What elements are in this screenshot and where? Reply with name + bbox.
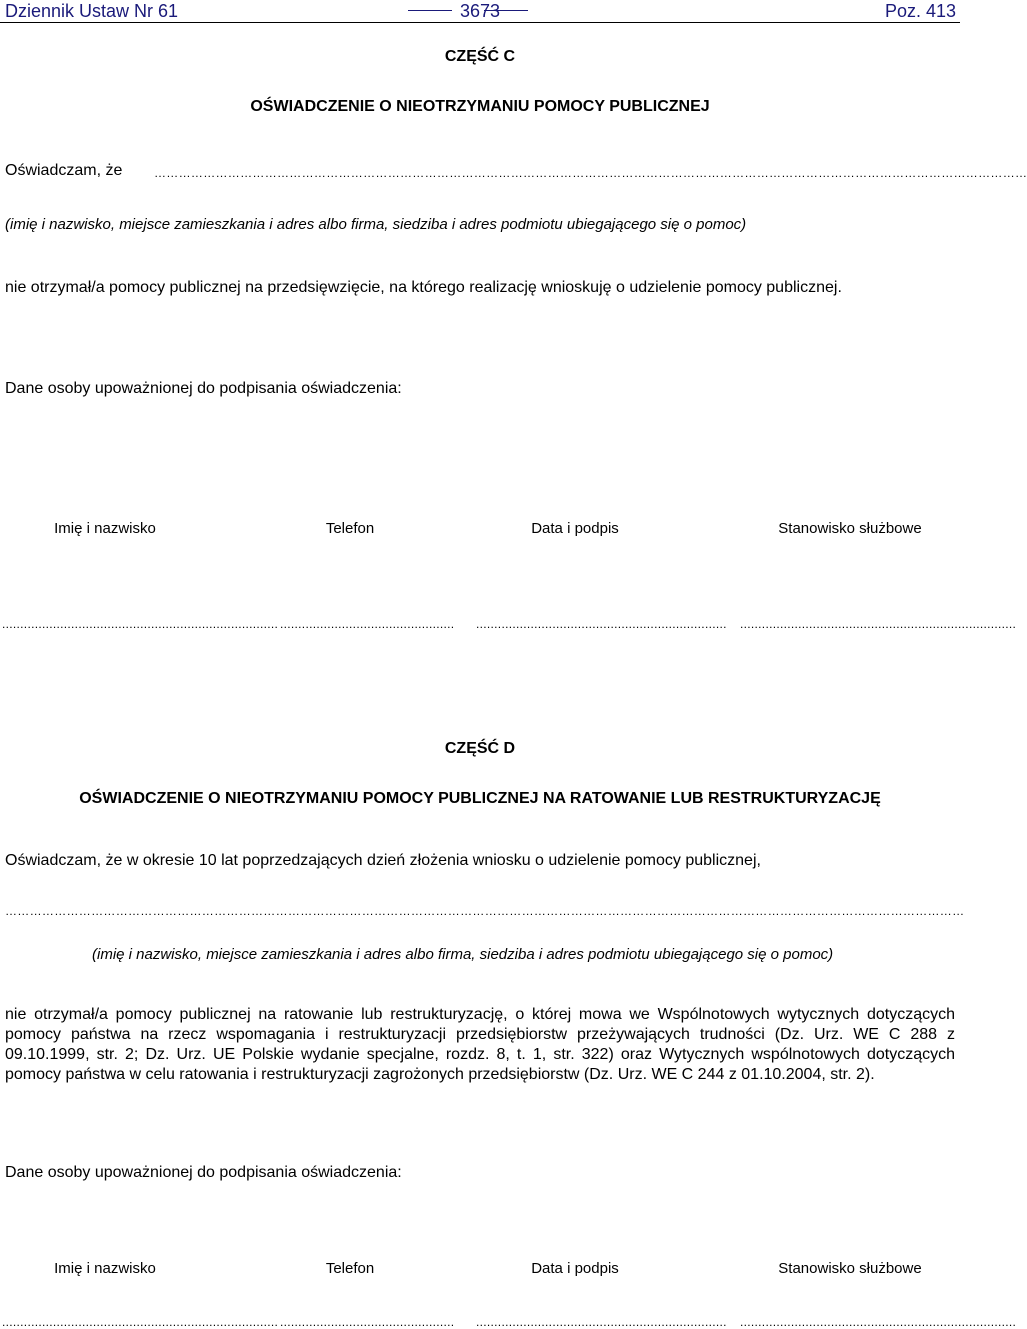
part-c-statement-prefix: Oświadczam, że: [5, 162, 123, 179]
part-d-sig-line-phone: ................................................: [280, 1315, 455, 1329]
part-c-title: CZĘŚĆ C: [444, 48, 516, 65]
sig-col-position: Stanowisko służbowe: [778, 520, 922, 537]
journal-title: Dziennik Ustaw Nr 61: [5, 1, 179, 21]
part-c-fill-line: ……………………………………………………………………………………………………………………………………………………………………………………………: [154, 166, 1027, 180]
sig-col-phone: Telefon: [325, 1260, 375, 1277]
position-number: Poz. 413: [884, 1, 956, 21]
part-c-sig-line-phone: ................................................: [280, 617, 455, 631]
part-d-sig-line-date: .....................................................................: [476, 1315, 727, 1329]
sig-col-date-signature: Data i podpis: [531, 520, 619, 537]
part-d-subtitle: OŚWIADCZENIE O NIEOTRZYMANIU POMOCY PUBLICZNEJ NA RATOWANIE LUB RESTRUKTURYZACJĘ: [79, 790, 881, 807]
header-dash-right: [484, 10, 528, 11]
part-c-subtitle: OŚWIADCZENIE O NIEOTRZYMANIU POMOCY PUBLICZNEJ: [250, 98, 710, 115]
part-d-title: CZĘŚĆ D: [444, 740, 516, 757]
part-d-fill-line: ………………………………………………………………………………………………………………………………………………………………………………………………………………: [5, 904, 965, 918]
part-c-placeholder-hint: (imię i nazwisko, miejsce zamieszkania i adres albo firma, siedziba i adres podmiotu ubiegającego się o pomoc): [5, 216, 747, 233]
sig-col-position: Stanowisko służbowe: [778, 1260, 922, 1277]
sig-col-name: Imię i nazwisko: [54, 520, 156, 537]
part-c-signatory-label: Dane osoby upoważnionej do podpisania oświadczenia:: [5, 380, 402, 397]
part-d-signatory-label: Dane osoby upoważnionej do podpisania oświadczenia:: [5, 1164, 402, 1181]
page-number: 3673: [459, 1, 501, 21]
part-d-statement: Oświadczam, że w okresie 10 lat poprzedzających dzień złożenia wniosku o udzielenie pomocy publicznej,: [5, 852, 761, 869]
part-d-sig-line-name: ............................................................................: [2, 1315, 279, 1329]
part-c-sig-line-position: ............................................................................: [740, 617, 1017, 631]
part-d-sig-line-position: ............................................................................: [740, 1315, 1017, 1329]
part-d-placeholder-hint: (imię i nazwisko, miejsce zamieszkania i adres albo firma, siedziba i adres podmiotu ubiegającego się o pomoc): [92, 946, 834, 963]
part-c-sig-line-date: .....................................................................: [476, 617, 727, 631]
part-c-sig-line-name: ............................................................................: [2, 617, 279, 631]
header-rule: [0, 22, 960, 23]
part-c-body: nie otrzymał/a pomocy publicznej na przedsięwzięcie, na którego realizację wnioskuję o udzielenie pomocy publicznej.: [5, 279, 842, 296]
part-d-body: nie otrzymał/a pomocy publicznej na ratowanie lub restrukturyzację, o której mowa we Wspólnotowych wytycznych dotyczących pomocy państwa na rzecz wspomagania i restrukturyzacji przedsiębiorstw przeżywających trudności (Dz. Urz. WE C 288 z 09.10.1999, str. 2; Dz. Urz. UE Polskie wydanie specjalne, rozdz. 8, t. 1, str. 322) oraz Wytycznych wspólnotowych dotyczących pomocy państwa w celu ratowania i restrukturyzacji zagrożonych przedsiębiorstw (Dz. Urz. WE C 244 z 01.10.2004, str. 2).: [5, 1006, 955, 1083]
sig-col-date-signature: Data i podpis: [531, 1260, 619, 1277]
sig-col-phone: Telefon: [325, 520, 375, 537]
sig-col-name: Imię i nazwisko: [54, 1260, 156, 1277]
